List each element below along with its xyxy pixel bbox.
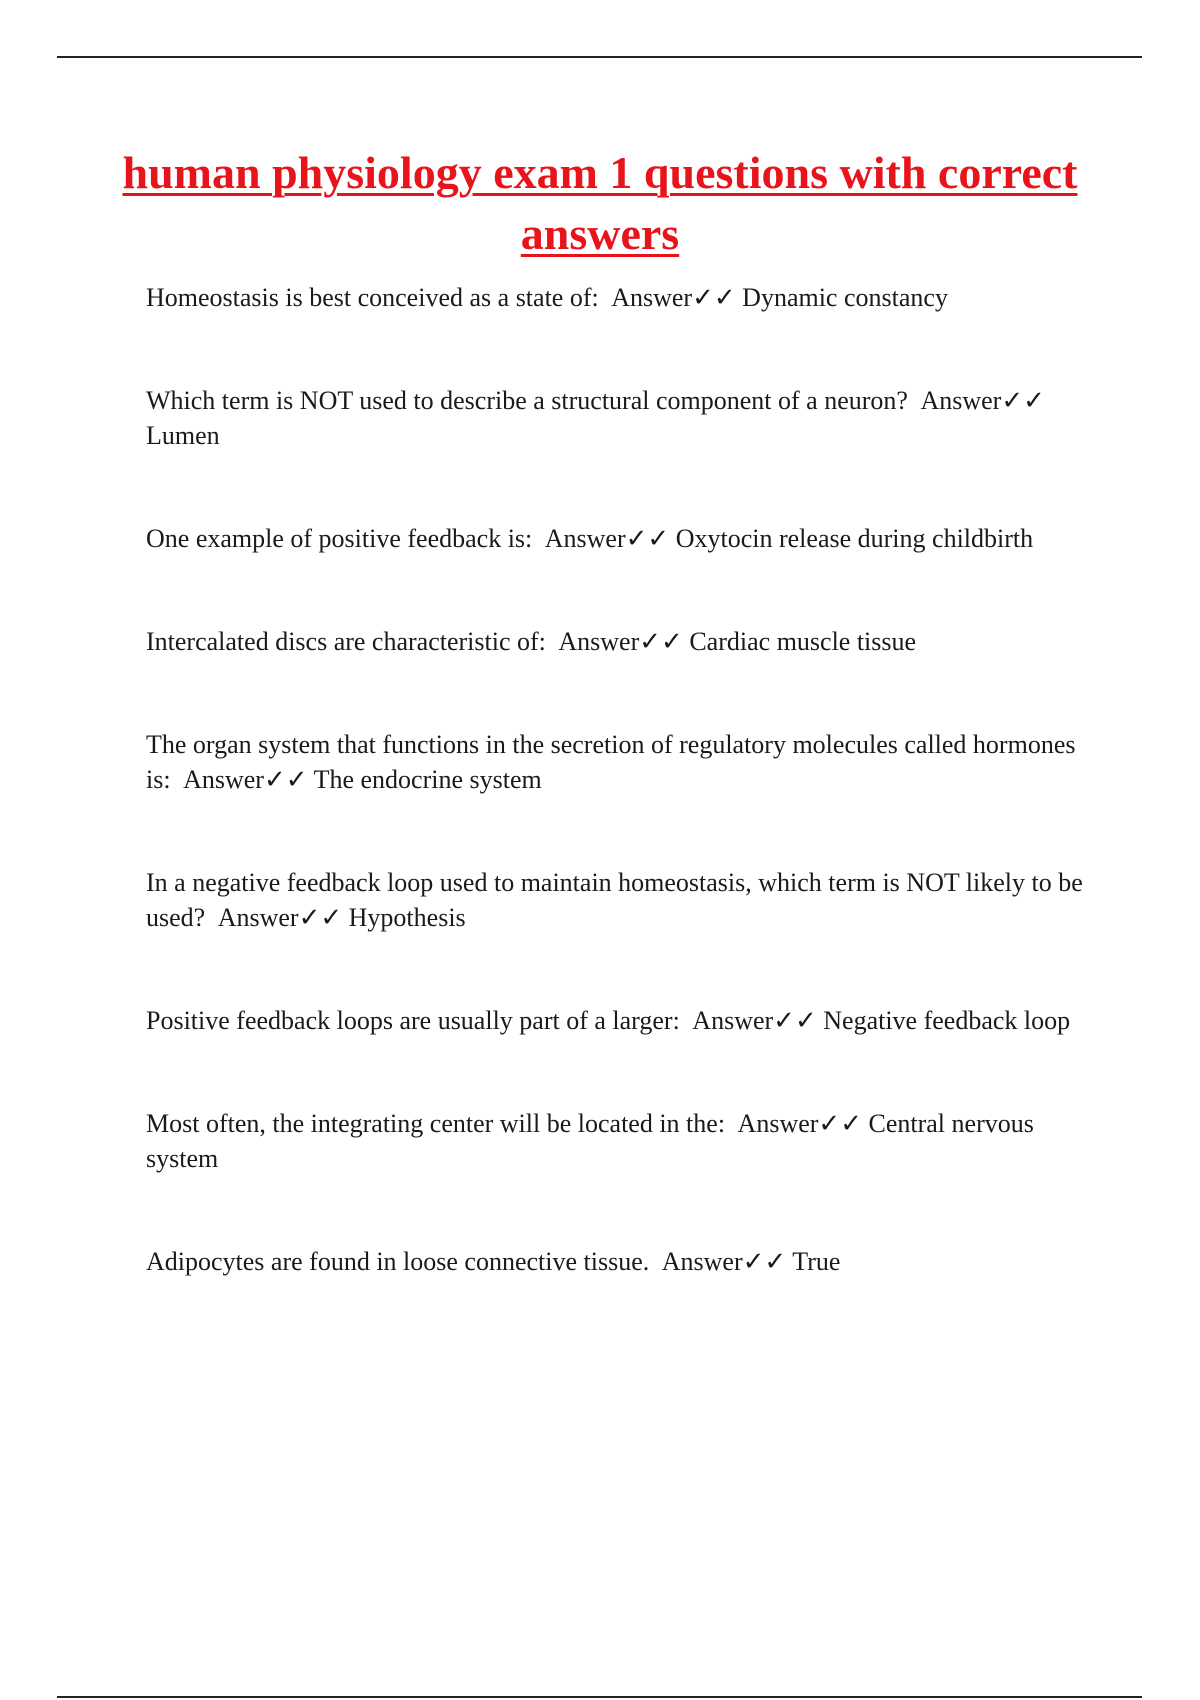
answer-text: True [792, 1247, 841, 1276]
answer-text: Central nervous system [146, 1109, 1034, 1173]
qa-item [146, 383, 1096, 453]
question-text: Homeostasis is best conceived as a state of: [146, 283, 599, 312]
bottom-rule [57, 1696, 1142, 1698]
document-title [100, 142, 1100, 264]
answer-text: Lumen [146, 421, 220, 450]
question-text: Intercalated discs are characteristic of: [146, 627, 546, 656]
question-text: Adipocytes are found in loose connective tissue. [146, 1247, 650, 1276]
answer-label: Answer✓✓ [920, 386, 1045, 415]
top-rule [57, 56, 1142, 58]
answer-text: Cardiac muscle tissue [689, 627, 917, 656]
qa-item [146, 727, 1096, 797]
answer-text: Negative feedback loop [823, 1006, 1071, 1035]
question-text: Positive feedback loops are usually part of a larger: [146, 1006, 680, 1035]
question-text: In a negative feedback loop used to maintain homeostasis, which term is NOT likely to be used? [146, 868, 1083, 932]
answer-text: Dynamic constancy [742, 283, 948, 312]
document-title-text: human physiology exam 1 questions with correct answers [122, 147, 1078, 259]
answer-text: Oxytocin release during childbirth [675, 524, 1034, 553]
answer-label: Answer✓✓ [611, 283, 736, 312]
qa-item [146, 1106, 1096, 1176]
answer-label: Answer✓✓ [737, 1109, 862, 1138]
answer-text: The endocrine system [313, 765, 542, 794]
qa-item [146, 1003, 1096, 1038]
question-text: One example of positive feedback is: [146, 524, 533, 553]
qa-item [146, 1244, 1096, 1279]
qa-item [146, 521, 1096, 556]
answer-text: Hypothesis [348, 903, 466, 932]
qa-item [146, 624, 1096, 659]
question-text: Most often, the integrating center will be located in the: [146, 1109, 726, 1138]
answer-label: Answer✓✓ [183, 765, 308, 794]
answer-label: Answer✓✓ [544, 524, 670, 553]
qa-item [146, 280, 1096, 315]
answer-label: Answer✓✓ [692, 1006, 817, 1035]
question-text: Which term is NOT used to describe a structural component of a neuron? [146, 386, 908, 415]
question-text: The organ system that functions in the secretion of regulatory molecules called hormones is: [146, 730, 1076, 794]
qa-item [146, 865, 1096, 935]
answer-label: Answer✓✓ [661, 1247, 787, 1276]
answer-label: Answer✓✓ [558, 627, 683, 656]
qa-list [146, 280, 1096, 1347]
answer-label: Answer✓✓ [217, 903, 343, 932]
